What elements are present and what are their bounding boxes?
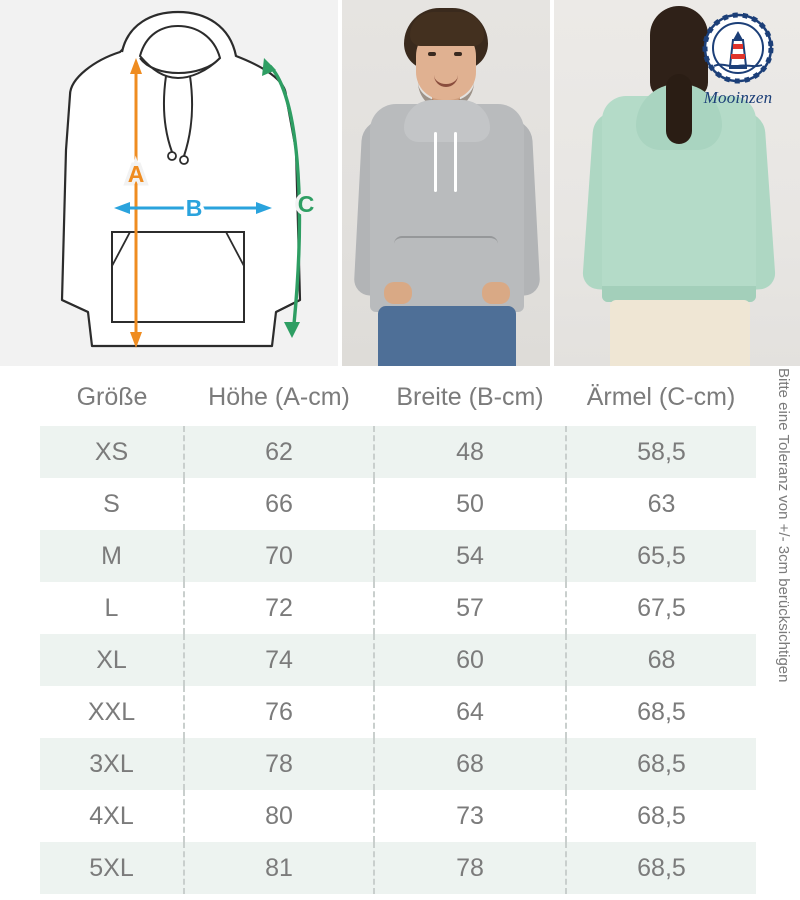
front-model-image [342,0,550,366]
cell-size: 5XL [40,842,184,894]
lighthouse-icon [700,10,776,86]
cell-size: L [40,582,184,634]
dimension-b-label: B [185,195,203,221]
table-row [40,582,756,634]
tolerance-note [768,368,798,888]
front-right-eye [454,52,462,56]
cell-height: 76 [184,686,374,738]
header-height: Höhe (A-cm) [208,382,350,411]
front-model-figure [342,0,550,366]
cell-height: 80 [184,790,374,842]
cell-height: 70 [184,530,374,582]
cell-sleeve: 68 [566,634,756,686]
cell-height: 62 [184,426,374,478]
cell-size: 4XL [40,790,184,842]
tolerance-note-text: Bitte eine Toleranz von +/- 3cm berücksichtigen [775,368,792,683]
back-model-image [554,0,800,366]
dimension-c-label: C [297,191,315,217]
image-row [0,0,800,366]
cell-sleeve: 68,5 [566,790,756,842]
cell-width: 54 [374,530,566,582]
back-trousers [610,300,750,366]
cell-sleeve: 68,5 [566,842,756,894]
cell-size: M [40,530,184,582]
cell-size: XXL [40,686,184,738]
cell-width: 60 [374,634,566,686]
table-row [40,738,756,790]
table-row [40,842,756,894]
table-header-row [40,368,756,426]
size-table [40,368,756,894]
cell-width: 73 [374,790,566,842]
cell-width: 68 [374,738,566,790]
cell-size: S [40,478,184,530]
header-width: Breite (B-cm) [396,382,544,411]
front-right-hand [482,282,510,304]
size-table-container [40,368,756,894]
table-row [40,634,756,686]
cell-sleeve: 67,5 [566,582,756,634]
brand-logo [684,10,792,108]
cell-width: 78 [374,842,566,894]
hoodie-diagram-image [0,0,338,366]
cell-sleeve: 58,5 [566,426,756,478]
cell-width: 64 [374,686,566,738]
cell-size: XS [40,426,184,478]
front-jeans [378,306,516,366]
table-row [40,686,756,738]
cell-width: 57 [374,582,566,634]
cell-height: 66 [184,478,374,530]
hoodie-outline-svg [0,0,338,366]
cell-height: 72 [184,582,374,634]
front-fringe [410,12,484,46]
cell-sleeve: 63 [566,478,756,530]
front-pocket [394,236,498,280]
hoodie-drawing [0,0,338,366]
cell-size: 3XL [40,738,184,790]
front-left-eye [428,52,436,56]
table-row [40,790,756,842]
header-sleeve: Ärmel (C-cm) [586,382,736,411]
dimension-a-label: A [127,161,145,187]
cell-sleeve: 68,5 [566,686,756,738]
table-body [40,426,756,894]
front-right-drawstring [454,132,457,192]
table-row [40,426,756,478]
cell-width: 48 [374,426,566,478]
cell-sleeve: 65,5 [566,530,756,582]
cell-size: XL [40,634,184,686]
front-left-drawstring [434,132,437,192]
front-hood [404,100,490,142]
cell-height: 81 [184,842,374,894]
cell-height: 78 [184,738,374,790]
front-left-hand [384,282,412,304]
brand-name: Mooinzen [703,88,773,107]
cell-height: 74 [184,634,374,686]
table-header [40,368,756,426]
table-row [40,530,756,582]
cell-sleeve: 68,5 [566,738,756,790]
table-row [40,478,756,530]
cell-width: 50 [374,478,566,530]
header-size: Größe [76,382,148,411]
